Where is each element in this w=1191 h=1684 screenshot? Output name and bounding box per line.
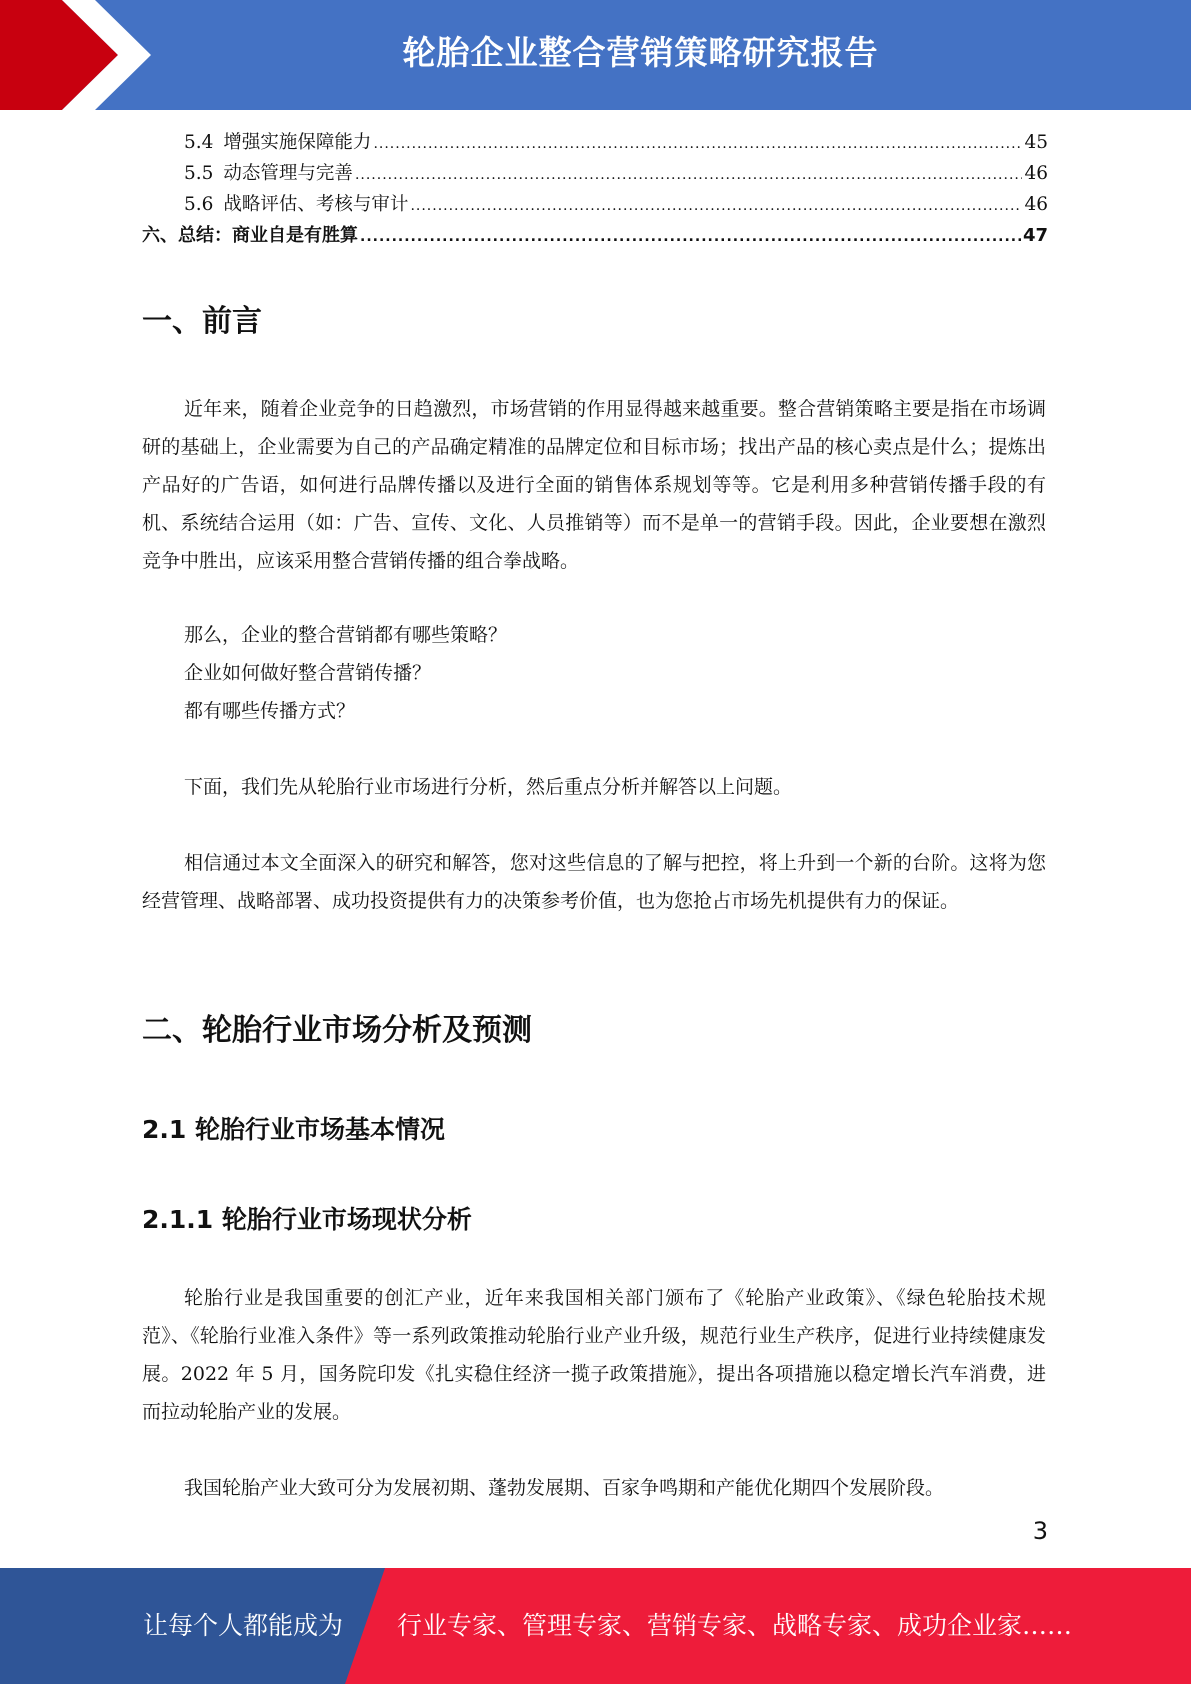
preface-paragraph-3: 相信通过本文全面深入的研究和解答，您对这些信息的了解与把控，将上升到一个新的台阶。这将为您经营管理、战略部署、成功投资提供有力的决策参考价值，也为您抢占市场先机提供有力的保证。 xyxy=(142,852,1046,912)
toc-leader-dots xyxy=(410,198,1022,214)
table-of-contents xyxy=(142,128,1048,252)
toc-entry[interactable] xyxy=(142,159,1048,190)
question-line-3: 都有哪些传播方式？ xyxy=(184,700,356,722)
toc-entry[interactable] xyxy=(142,128,1048,159)
footer-slogan-right: 行业专家、管理专家、营销专家、战略专家、成功企业家…… xyxy=(397,1611,1073,1640)
toc-entry-title: 战略评估、考核与审计 xyxy=(223,194,409,215)
toc-entry-number: 5.4 xyxy=(184,132,214,153)
section-2-1-1-heading: 2.1.1 轮胎行业市场现状分析 xyxy=(142,1205,472,1234)
toc-entry-page: 46 xyxy=(1024,194,1048,215)
question-line-1: 那么，企业的整合营销都有哪些策略？ xyxy=(184,624,508,646)
footer-slogan-left: 让每个人都能成为 xyxy=(143,1611,344,1640)
toc-entry-page: 45 xyxy=(1024,132,1048,153)
page-footer xyxy=(0,1568,1191,1684)
toc-entry-page: 47 xyxy=(1022,225,1048,246)
toc-entry-number: 5.5 xyxy=(184,163,214,184)
toc-entry-chapter[interactable] xyxy=(142,221,1048,252)
toc-entry-title: 六、总结：商业自是有胜算 xyxy=(142,225,358,246)
toc-entry[interactable] xyxy=(142,190,1048,221)
question-line-2: 企业如何做好整合营销传播？ xyxy=(184,662,432,684)
preface-heading: 一、前言 xyxy=(142,304,262,339)
chapter-2-heading: 二、轮胎行业市场分析及预测 xyxy=(142,1013,532,1048)
toc-entry-title: 增强实施保障能力 xyxy=(223,132,372,153)
page-number: 3 xyxy=(1032,1517,1048,1545)
toc-leader-dots xyxy=(355,167,1023,183)
section-2-1-1-paragraph-2: 我国轮胎产业大致可分为发展初期、蓬勃发展期、百家争鸣期和产能优化期四个发展阶段。 xyxy=(184,1477,945,1499)
toc-leader-dots xyxy=(373,136,1022,152)
header-title: 轮胎企业整合营销策略研究报告 xyxy=(402,33,879,72)
toc-leader-dots xyxy=(360,229,1021,245)
preface-paragraph-1: 近年来，随着企业竞争的日趋激烈，市场营销的作用显得越来越重要。整合营销策略主要是指在市场调研的基础上，企业需要为自己的产品确定精准的品牌定位和目标市场；找出产品的核心卖点是什么；提炼出产品好的广告语，如何进行品牌传播以及进行全面的销售体系规划等等。它是利用多种营销传播手段的有机、系统结合运用（如：广告、宣传、文化、人员推销等）而不是单一的营销手段。因此，企业要想在激烈竞争中胜出，应该采用整合营销传播的组合拳战略。 xyxy=(142,398,1046,572)
toc-entry-title: 动态管理与完善 xyxy=(223,163,353,184)
toc-entry-number: 5.6 xyxy=(184,194,214,215)
page-header xyxy=(0,0,1191,110)
section-2-1-heading: 2.1 轮胎行业市场基本情况 xyxy=(142,1115,445,1144)
toc-entry-page: 46 xyxy=(1024,163,1048,184)
section-2-1-1-paragraph-1: 轮胎行业是我国重要的创汇产业，近年来我国相关部门颁布了《轮胎产业政策》、《绿色轮胎技术规范》、《轮胎行业准入条件》等一系列政策推动轮胎行业产业升级，规范行业生产秩序，促进行业持续健康发展。2022 年 5 月，国务院印发《扎实稳住经济一揽子政策措施》，提出各项措施以稳定增长汽车消费，进而拉动轮胎产业的发展。 xyxy=(142,1287,1046,1423)
preface-paragraph-2: 下面，我们先从轮胎行业市场进行分析，然后重点分析并解答以上问题。 xyxy=(184,776,793,798)
